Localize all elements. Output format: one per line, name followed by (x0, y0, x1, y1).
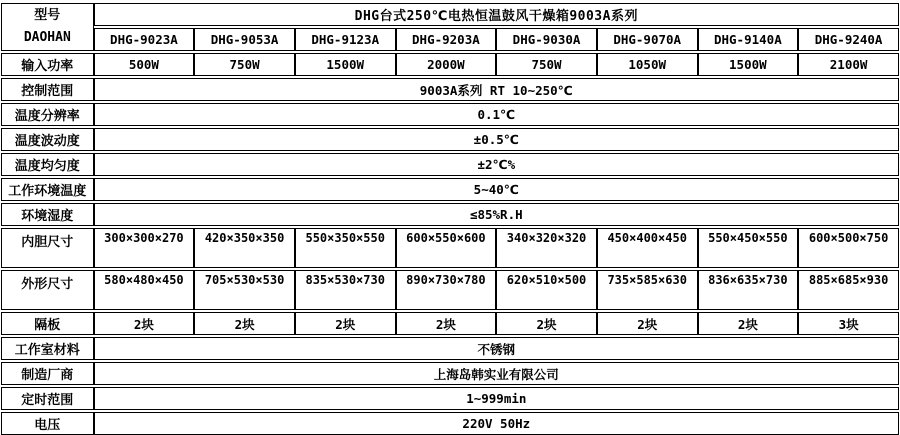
outer-size-cell: 705×530×530 (194, 270, 295, 310)
shelves-cell: 2块 (295, 312, 396, 335)
control-range-value: 9003A系列 RT 10~250℃ (94, 78, 899, 101)
row-label-chamber-material: 工作室材料 (1, 337, 94, 360)
row-label-ambient-humidity: 环境湿度 (1, 203, 94, 226)
row-label-voltage: 电压 (1, 412, 94, 435)
shelves-cell: 2块 (698, 312, 799, 335)
shelves-cell: 2块 (496, 312, 597, 335)
shelves-cell: 2块 (194, 312, 295, 335)
shelves-cell: 2块 (396, 312, 497, 335)
model-cell: DHG-9123A (295, 28, 396, 51)
model-cell: DHG-9030A (496, 28, 597, 51)
chamber-material-row (1, 337, 899, 360)
outer-size-cell: 620×510×500 (496, 270, 597, 310)
temp-fluctuation-row (1, 128, 899, 151)
outer-size-cell: 735×585×630 (597, 270, 698, 310)
input-power-cell: 750W (194, 53, 295, 76)
working-env-temp-value: 5~40℃ (94, 178, 899, 201)
voltage-value: 220V 50Hz (94, 412, 899, 435)
outer-size-cell: 835×530×730 (295, 270, 396, 310)
row-label-timer-range: 定时范围 (1, 387, 94, 410)
inner-size-cell: 600×500×750 (798, 228, 899, 268)
working-env-temp-row (1, 178, 899, 201)
outer-size-cell: 890×730×780 (396, 270, 497, 310)
inner-size-cell: 450×400×450 (597, 228, 698, 268)
temp-fluctuation-value: ±0.5℃ (94, 128, 899, 151)
spec-table (1, 1, 899, 435)
series-title: DHG台式250℃电热恒温鼓风干燥箱9003A系列 (94, 3, 899, 26)
ambient-humidity-row (1, 203, 899, 226)
temp-uniformity-row (1, 153, 899, 176)
input-power-cell: 1500W (295, 53, 396, 76)
row-label-inner-size: 内胆尺寸 (1, 228, 94, 268)
shelves-cell: 3块 (798, 312, 899, 335)
outer-size-cell: 580×480×450 (94, 270, 195, 310)
voltage-row (1, 412, 899, 435)
timer-range-value: 1~999min (94, 387, 899, 410)
shelves-cell: 2块 (597, 312, 698, 335)
inner-size-cell: 550×350×550 (295, 228, 396, 268)
input-power-cell: 750W (496, 53, 597, 76)
inner-size-cell: 300×300×270 (94, 228, 195, 268)
title-row (1, 3, 899, 26)
temp-resolution-value: 0.1℃ (94, 103, 899, 126)
outer-size-cell: 885×685×930 (798, 270, 899, 310)
input-power-cell: 2100W (798, 53, 899, 76)
input-power-cell: 1500W (698, 53, 799, 76)
row-label-shelves: 隔板 (1, 312, 94, 335)
input-power-row (1, 53, 899, 76)
temp-resolution-row (1, 103, 899, 126)
inner-size-row (1, 228, 899, 268)
manufacturer-row (1, 362, 899, 385)
model-header-cell (1, 3, 94, 51)
model-cell: DHG-9203A (396, 28, 497, 51)
model-cell: DHG-9053A (194, 28, 295, 51)
row-label-control-range: 控制范围 (1, 78, 94, 101)
row-label-temp-uniformity: 温度均匀度 (1, 153, 94, 176)
outer-size-row (1, 270, 899, 310)
ambient-humidity-value: ≤85%R.H (94, 203, 899, 226)
control-range-row (1, 78, 899, 101)
timer-range-row (1, 387, 899, 410)
shelves-cell: 2块 (94, 312, 195, 335)
inner-size-cell: 550×450×550 (698, 228, 799, 268)
inner-size-cell: 420×350×350 (194, 228, 295, 268)
row-label-outer-size: 外形尺寸 (1, 270, 94, 310)
row-label-input-power: 输入功率 (1, 53, 94, 76)
model-cell: DHG-9140A (698, 28, 799, 51)
row-label-manufacturer: 制造厂商 (1, 362, 94, 385)
model-label: 型号 (34, 8, 61, 23)
model-cell: DHG-9240A (798, 28, 899, 51)
manufacturer-value: 上海岛韩实业有限公司 (94, 362, 899, 385)
row-label-temp-fluctuation: 温度波动度 (1, 128, 94, 151)
input-power-cell: 2000W (396, 53, 497, 76)
models-row (1, 28, 899, 51)
model-cell: DHG-9070A (597, 28, 698, 51)
outer-size-cell: 836×635×730 (698, 270, 799, 310)
temp-uniformity-value: ±2℃% (94, 153, 899, 176)
input-power-cell: 1050W (597, 53, 698, 76)
shelves-row (1, 312, 899, 335)
model-cell: DHG-9023A (94, 28, 195, 51)
inner-size-cell: 600×550×600 (396, 228, 497, 268)
chamber-material-value: 不锈钢 (94, 337, 899, 360)
inner-size-cell: 340×320×320 (496, 228, 597, 268)
brand-name: DAOHAN (23, 30, 71, 45)
input-power-cell: 500W (94, 53, 195, 76)
row-label-working-env-temp: 工作环境温度 (1, 178, 94, 201)
row-label-temp-resolution: 温度分辨率 (1, 103, 94, 126)
